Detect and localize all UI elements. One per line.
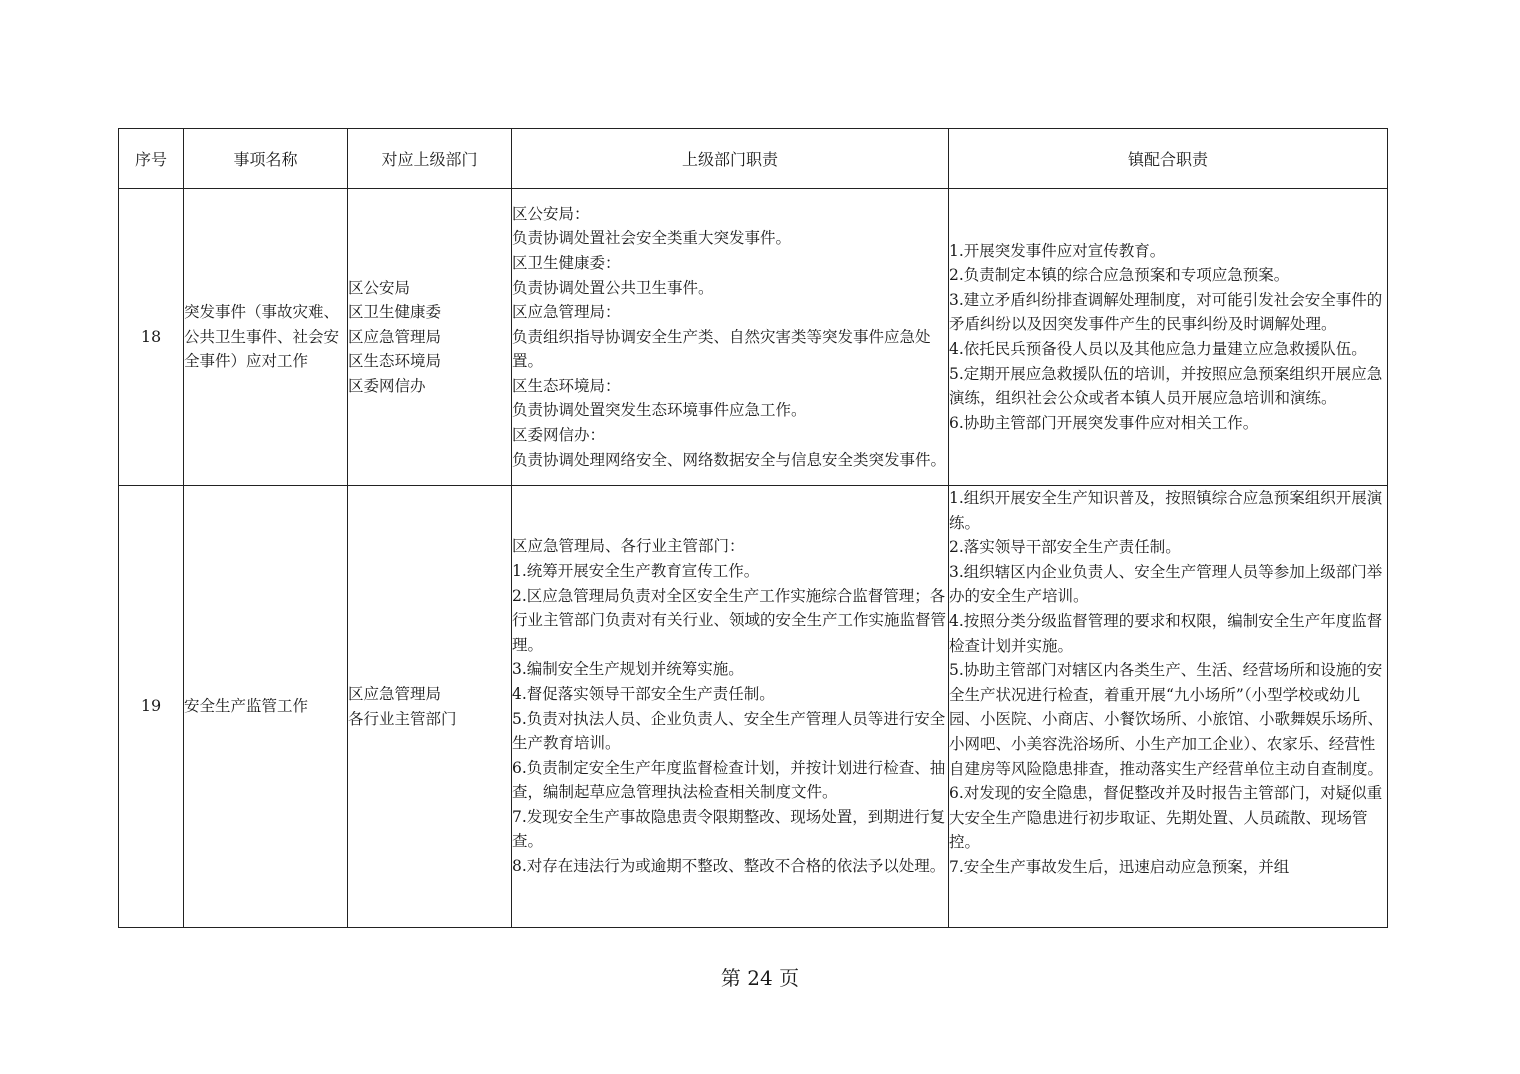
duty-line: 5.负责对执法人员、企业负责人、安全生产管理人员等进行安全生产教育培训。 bbox=[512, 709, 946, 753]
header-superior-duties: 上级部门职责 bbox=[512, 129, 949, 189]
table-row bbox=[119, 189, 1388, 486]
header-serial: 序号 bbox=[119, 129, 184, 189]
dept-line: 区委网信办 bbox=[348, 376, 426, 395]
row-superior-duties bbox=[512, 486, 949, 928]
dept-line: 区卫生健康委 bbox=[348, 303, 442, 322]
duty-line: 区卫生健康委： bbox=[512, 253, 621, 272]
row-superior-duties bbox=[512, 189, 949, 486]
town-duty-line: 6.对发现的安全隐患，督促整改并及时报告主管部门，对疑似重大安全生产隐患进行初步取证、先期处置、人员疏散、现场管控。 bbox=[949, 784, 1383, 852]
row-serial: 19 bbox=[119, 486, 184, 928]
duty-line: 负责协调处理网络安全、网络数据安全与信息安全类突发事件。 bbox=[512, 450, 947, 469]
header-item-name: 事项名称 bbox=[184, 129, 348, 189]
duty-line: 6.负责制定安全生产年度监督检查计划，并按计划进行检查、抽查，编制起草应急管理执法检查相关制度文件。 bbox=[512, 758, 946, 802]
town-duty-line: 5.定期开展应急救援队伍的培训，并按照应急预案组织开展应急演练，组织社会公众或者本镇人员开展应急培训和演练。 bbox=[949, 364, 1383, 408]
duty-line: 7.发现安全生产事故隐患责令限期整改、现场处置，到期进行复查。 bbox=[512, 807, 946, 851]
duty-line: 2.区应急管理局负责对全区安全生产工作实施综合监督管理；各行业主管部门负责对有关行业、领域的安全生产工作实施监督管理。 bbox=[512, 586, 947, 654]
town-duty-line: 3.组织辖区内企业负责人、安全生产管理人员等参加上级部门举办的安全生产培训。 bbox=[949, 562, 1383, 606]
header-row bbox=[119, 129, 1388, 189]
row-serial: 18 bbox=[119, 189, 184, 486]
duty-line: 负责协调处置公共卫生事件。 bbox=[512, 278, 714, 297]
town-duty-line: 3.建立矛盾纠纷排查调解处理制度，对可能引发社会安全事件的矛盾纠纷以及因突发事件产生的民事纠纷及时调解处理。 bbox=[949, 290, 1383, 334]
row-item-name: 安全生产监管工作 bbox=[184, 486, 348, 928]
dept-line: 区应急管理局 bbox=[348, 327, 442, 346]
row-town-duties bbox=[949, 486, 1388, 928]
duty-line: 3.编制安全生产规划并统筹实施。 bbox=[512, 660, 744, 679]
header-superior-dept: 对应上级部门 bbox=[348, 129, 512, 189]
duty-line: 区生态环境局： bbox=[512, 376, 621, 395]
dept-line: 各行业主管部门 bbox=[348, 709, 457, 728]
duty-line: 区应急管理局、各行业主管部门： bbox=[512, 537, 745, 556]
town-duty-line: 2.落实领导干部安全生产责任制。 bbox=[949, 538, 1181, 557]
town-duty-line: 4.依托民兵预备役人员以及其他应急力量建立应急救援队伍。 bbox=[949, 340, 1367, 358]
row-depts bbox=[348, 189, 512, 486]
duty-line: 负责协调处置突发生态环境事件应急工作。 bbox=[512, 401, 807, 420]
town-duty-line: 5.协助主管部门对辖区内各类生产、生活、经营场所和设施的安全生产状况进行检查，着重开展“九小场所”（小型学校或幼儿园、小医院、小商店、小餐饮场所、小旅馆、小歌舞娱乐场所、小网吧、小美容洗浴场所、小生产加工企业）、农家乐、经营性自建房等风险隐患排查，推动落实生产经营单位主动自查制度。 bbox=[949, 661, 1384, 778]
town-duty-line: 2.负责制定本镇的综合应急预案和专项应急预案。 bbox=[949, 266, 1290, 285]
dept-line: 区公安局 bbox=[348, 278, 411, 297]
town-duty-line: 7.安全生产事故发生后，迅速启动应急预案，并组 bbox=[949, 857, 1290, 876]
duty-line: 区应急管理局： bbox=[512, 303, 621, 322]
duty-line: 1.统筹开展安全生产教育宣传工作。 bbox=[512, 561, 760, 580]
town-duty-line: 1.开展突发事件应对宣传教育。 bbox=[949, 241, 1166, 260]
duty-line: 区公安局： bbox=[512, 204, 590, 223]
header-town-duties: 镇配合职责 bbox=[949, 129, 1388, 189]
town-duty-line: 1.组织开展安全生产知识普及，按照镇综合应急预案组织开展演练。 bbox=[949, 489, 1383, 532]
duty-line: 8.对存在违法行为或逾期不整改、整改不合格的依法予以处理。 bbox=[512, 857, 946, 876]
row-item-name: 突发事件（事故灾难、公共卫生事件、社会安全事件）应对工作 bbox=[184, 189, 348, 486]
table-row bbox=[119, 486, 1388, 928]
responsibility-table bbox=[118, 128, 1388, 928]
town-duty-line: 4.按照分类分级监督管理的要求和权限，编制安全生产年度监督检查计划并实施。 bbox=[949, 611, 1383, 655]
dept-line: 区应急管理局 bbox=[348, 684, 442, 703]
row-town-duties bbox=[949, 189, 1388, 486]
duty-line: 负责组织指导协调安全生产类、自然灾害类等突发事件应急处置。 bbox=[512, 327, 931, 371]
duty-line: 区委网信办： bbox=[512, 426, 606, 445]
page-number: 第 24 页 bbox=[720, 966, 800, 990]
dept-line: 区生态环境局 bbox=[348, 352, 442, 371]
town-duty-line: 6.协助主管部门开展突发事件应对相关工作。 bbox=[949, 413, 1259, 432]
duty-line: 负责协调处置社会安全类重大突发事件。 bbox=[512, 229, 792, 248]
duty-line: 4.督促落实领导干部安全生产责任制。 bbox=[512, 684, 775, 703]
row-depts bbox=[348, 486, 512, 928]
